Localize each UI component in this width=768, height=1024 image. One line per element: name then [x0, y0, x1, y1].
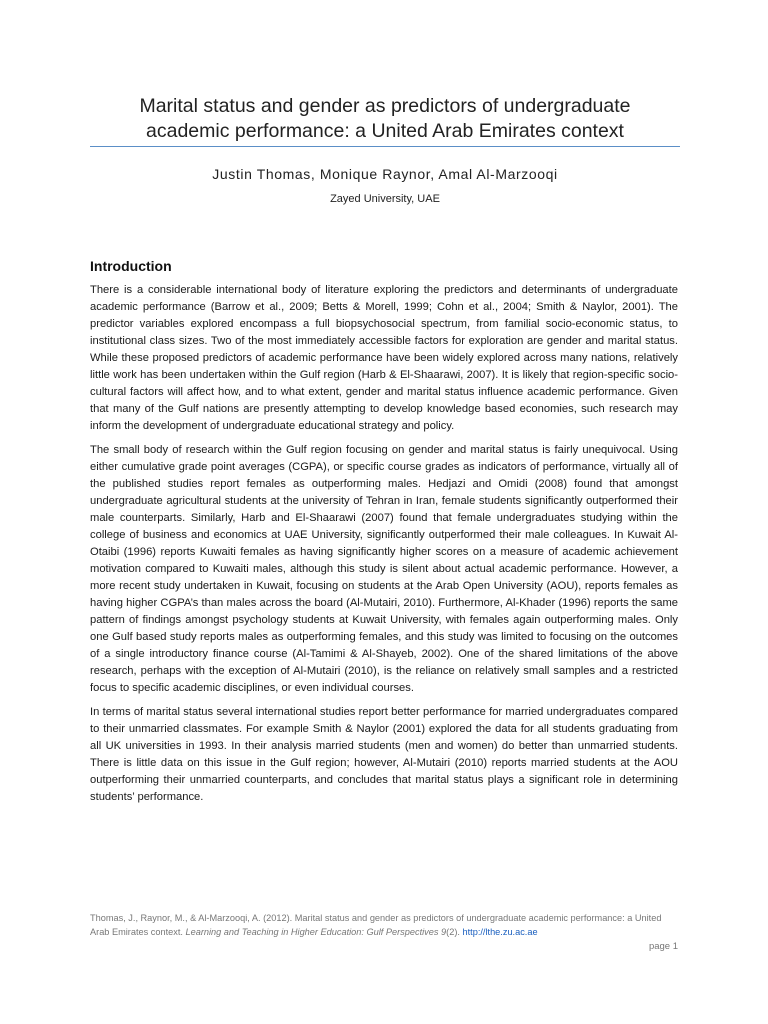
author-list: Justin Thomas, Monique Raynor, Amal Al-Marzooqi	[212, 166, 558, 182]
paragraph-1: There is a considerable international body of literature exploring the predictors and determinants of undergraduate academic performance (Barrow et al., 2009; Betts & Morell, 1999; Cohn et al., 2004; Smith & Naylor, 2001). The predictor variables explored encompass a full biopsychosocial spectrum, from familial socio-economic status, to institutional class sizes. Two of the most immediately accessible factors for exploration are gender and marital status. While these proposed predictors of academic performance have been widely explored across many nations, relatively little work has been undertaken within the Gulf region (Harb & El-Shaarawi, 2007). It is likely that region-specific socio-cultural factors will affect how, and to what extent, gender and marital status influence academic performance. Given that many of the Gulf nations are presently attempting to develop knowledge based economies, such research may inform the development of undergraduate educational strategy and policy.	[90, 284, 678, 432]
affiliation: Zayed University, UAE	[330, 193, 440, 205]
journal-name: Learning and Teaching in Higher Education: Gulf Perspectives 9	[185, 927, 447, 937]
journal-issue: (2).	[446, 927, 463, 937]
page-number: page 1	[648, 941, 678, 952]
journal-url-link[interactable]: http://lthe.zu.ac.ae	[462, 927, 538, 937]
introduction-section	[90, 258, 678, 813]
paragraph-3: In terms of marital status several international studies report better performance for married undergraduates compared to their unmarried classmates. For example Smith & Naylor (2001) explored the data for all students graduating from all UK universities in 1993. In their analysis married students (men and women) do better than unmarried students. There is little data on this issue in the Gulf region; however, Al-Mutairi (2010) reports married students at the AOU outperforming their unmarried counterparts, and concludes that marital status plays a significant role in determining students’ performance.	[90, 706, 678, 803]
citation-footer	[90, 911, 680, 939]
citation-text: Thomas, J., Raynor, M., & Al-Marzooqi, A. (2012). Marital status and gender as predictors of undergraduate academic performance: a United Arab Emirates context.	[90, 913, 662, 937]
title-line-1: Marital status and gender as predictors of undergraduate	[139, 95, 631, 117]
title-divider	[90, 146, 680, 147]
title-line-2: academic performance: a United Arab Emirates context	[146, 120, 624, 142]
paper-title	[90, 94, 680, 144]
section-heading: Introduction	[90, 258, 172, 274]
paragraph-2: The small body of research within the Gulf region focusing on gender and marital status is fairly unequivocal. Using either cumulative grade point averages (CGPA), or specific course grades as indicators of performance, virtually all of the published studies report females as outperforming males. Hedjazi and Omidi (2008) found that amongst undergraduate agricultural students at the university of Tehran in Iran, female students significantly outperformed their male counterparts. Similarly, Harb and El-Shaarawi (2007) found that female undergraduates studying within the college of business and economics at UAE University, significantly outperformed their male colleagues. In Kuwait Al-Otaibi (1996) reports Kuwaiti females as having significantly higher scores on a measure of academic achievement motivation compared to Kuwaiti males, although this study is silent about actual academic performance. However, a more recent study undertaken in Kuwait, focusing on students at the Arab Open University (AOU), reports females as having higher CGPA’s than males across the board (Al-Mutairi, 2010). Furthermore, Al-Khader (1996) reports the same pattern of findings amongst psychology students at Kuwait University, with females again outperforming males. Only one Gulf based study reports males as outperforming females, and this study was limited to focusing on the outcomes of a single introductory finance course (Al-Tamimi & Al-Shayeb, 2002). One of the shared limitations of the above research, perhaps with the exception of Al-Mutairi (2010), is the reliance on relatively small samples and a restricted focus to specific academic disciplines, or even individual courses.	[90, 444, 678, 694]
